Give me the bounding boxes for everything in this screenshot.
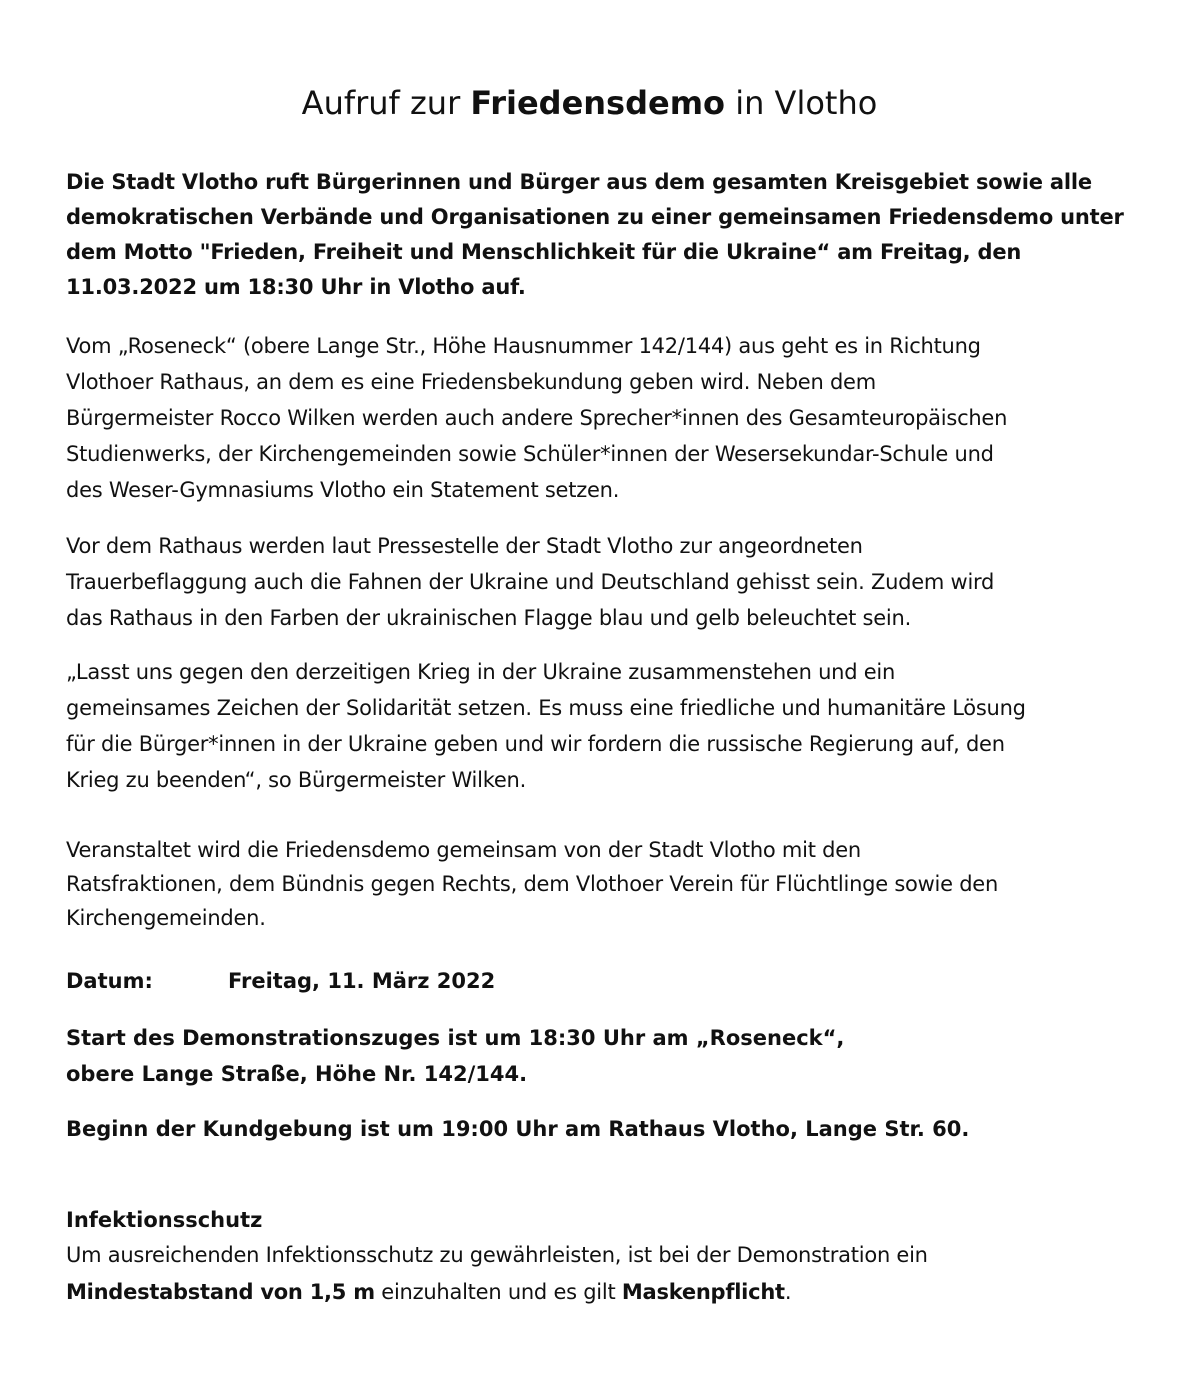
date-label: Datum: (66, 969, 153, 993)
document-title (0, 82, 1179, 124)
paragraph-line: Ratsfraktionen, dem Bündnis gegen Rechts, dem Vlothoer Verein für Flüchtlinge sowie den (66, 872, 999, 896)
paragraph-line: für die Bürger*innen in der Ukraine geben und wir fordern die russische Regierung auf, den (66, 732, 1005, 756)
distance-rule: Mindestabstand von 1,5 m (66, 1280, 375, 1304)
title-bold: Friedensdemo (470, 84, 726, 122)
date-row (66, 963, 1126, 999)
paragraph-flags (66, 528, 1126, 636)
paragraph-line: Vor dem Rathaus werden laut Pressestelle der Stadt Vlotho zur angeordneten (66, 534, 863, 558)
paragraph-line: Kirchengemeinden. (66, 906, 266, 930)
intro-line: 11.03.2022 um 18:30 Uhr in Vlotho auf. (66, 275, 526, 299)
rally-line: Beginn der Kundgebung ist um 19:00 Uhr am Rathaus Vlotho, Lange Str. 60. (66, 1117, 970, 1141)
paragraph-line: „Lasst uns gegen den derzeitigen Krieg in der Ukraine zusammenstehen und ein (66, 660, 896, 684)
infection-heading-text: Infektionsschutz (66, 1208, 263, 1232)
infection-line-2 (66, 1274, 1126, 1311)
paragraph-line: Studienwerks, der Kirchengemeinden sowie Schüler*innen der Wesersekundar-Schule und (66, 442, 994, 466)
paragraph-line: das Rathaus in den Farben der ukrainischen Flagge blau und gelb beleuchtet sein. (66, 606, 911, 630)
paragraph-line: Veranstaltet wird die Friedensdemo gemeinsam von der Stadt Vlotho mit den (66, 838, 861, 862)
infection-paragraph (66, 1237, 1126, 1311)
paragraph-quote (66, 654, 1126, 798)
date-value: Freitag, 11. März 2022 (228, 969, 496, 993)
intro-line: demokratischen Verbände und Organisationen zu einer gemeinsamen Friedensdemo unter (66, 205, 1124, 229)
start-line: Start des Demonstrationszuges ist um 18:30 Uhr am „Roseneck“, (66, 1026, 845, 1050)
intro-paragraph (66, 165, 1126, 305)
mask-rule: Maskenpflicht (621, 1280, 785, 1304)
rally-info (66, 1111, 1126, 1147)
intro-line: Die Stadt Vlotho ruft Bürgerinnen und Bürger aus dem gesamten Kreisgebiet sowie alle (66, 170, 1092, 194)
paragraph-line: Vom „Roseneck“ (obere Lange Str., Höhe Hausnummer 142/144) aus geht es in Richtung (66, 334, 981, 358)
title-prefix: Aufruf zur (301, 84, 471, 122)
paragraph-line: Krieg zu beenden“, so Bürgermeister Wilken. (66, 768, 527, 792)
paragraph-line: Trauerbeflaggung auch die Fahnen der Ukraine und Deutschland gehisst sein. Zudem wird (66, 570, 995, 594)
infection-end-text: . (784, 1280, 792, 1304)
paragraph-line: des Weser-Gymnasiums Vlotho ein Statement setzen. (66, 478, 620, 502)
infection-line: Um ausreichenden Infektionsschutz zu gewährleisten, ist bei der Demonstration ein (66, 1243, 928, 1267)
infection-heading (66, 1202, 1126, 1238)
paragraph-organizers (66, 833, 1126, 935)
intro-line: dem Motto "Frieden, Freiheit und Menschlichkeit für die Ukraine“ am Freitag, den (66, 240, 1022, 264)
paragraph-route (66, 328, 1126, 508)
start-line: obere Lange Straße, Höhe Nr. 142/144. (66, 1062, 528, 1086)
title-suffix: in Vlotho (725, 84, 878, 122)
paragraph-line: Bürgermeister Rocco Wilken werden auch andere Sprecher*innen des Gesamteuropäischen (66, 406, 1008, 430)
paragraph-line: gemeinsames Zeichen der Solidarität setzen. Es muss eine friedliche und humanitäre Lösung (66, 696, 1026, 720)
infection-mid-text: einzuhalten und es gilt (374, 1280, 622, 1304)
paragraph-line: Vlothoer Rathaus, an dem es eine Friedensbekundung geben wird. Neben dem (66, 370, 876, 394)
start-info (66, 1020, 1126, 1092)
